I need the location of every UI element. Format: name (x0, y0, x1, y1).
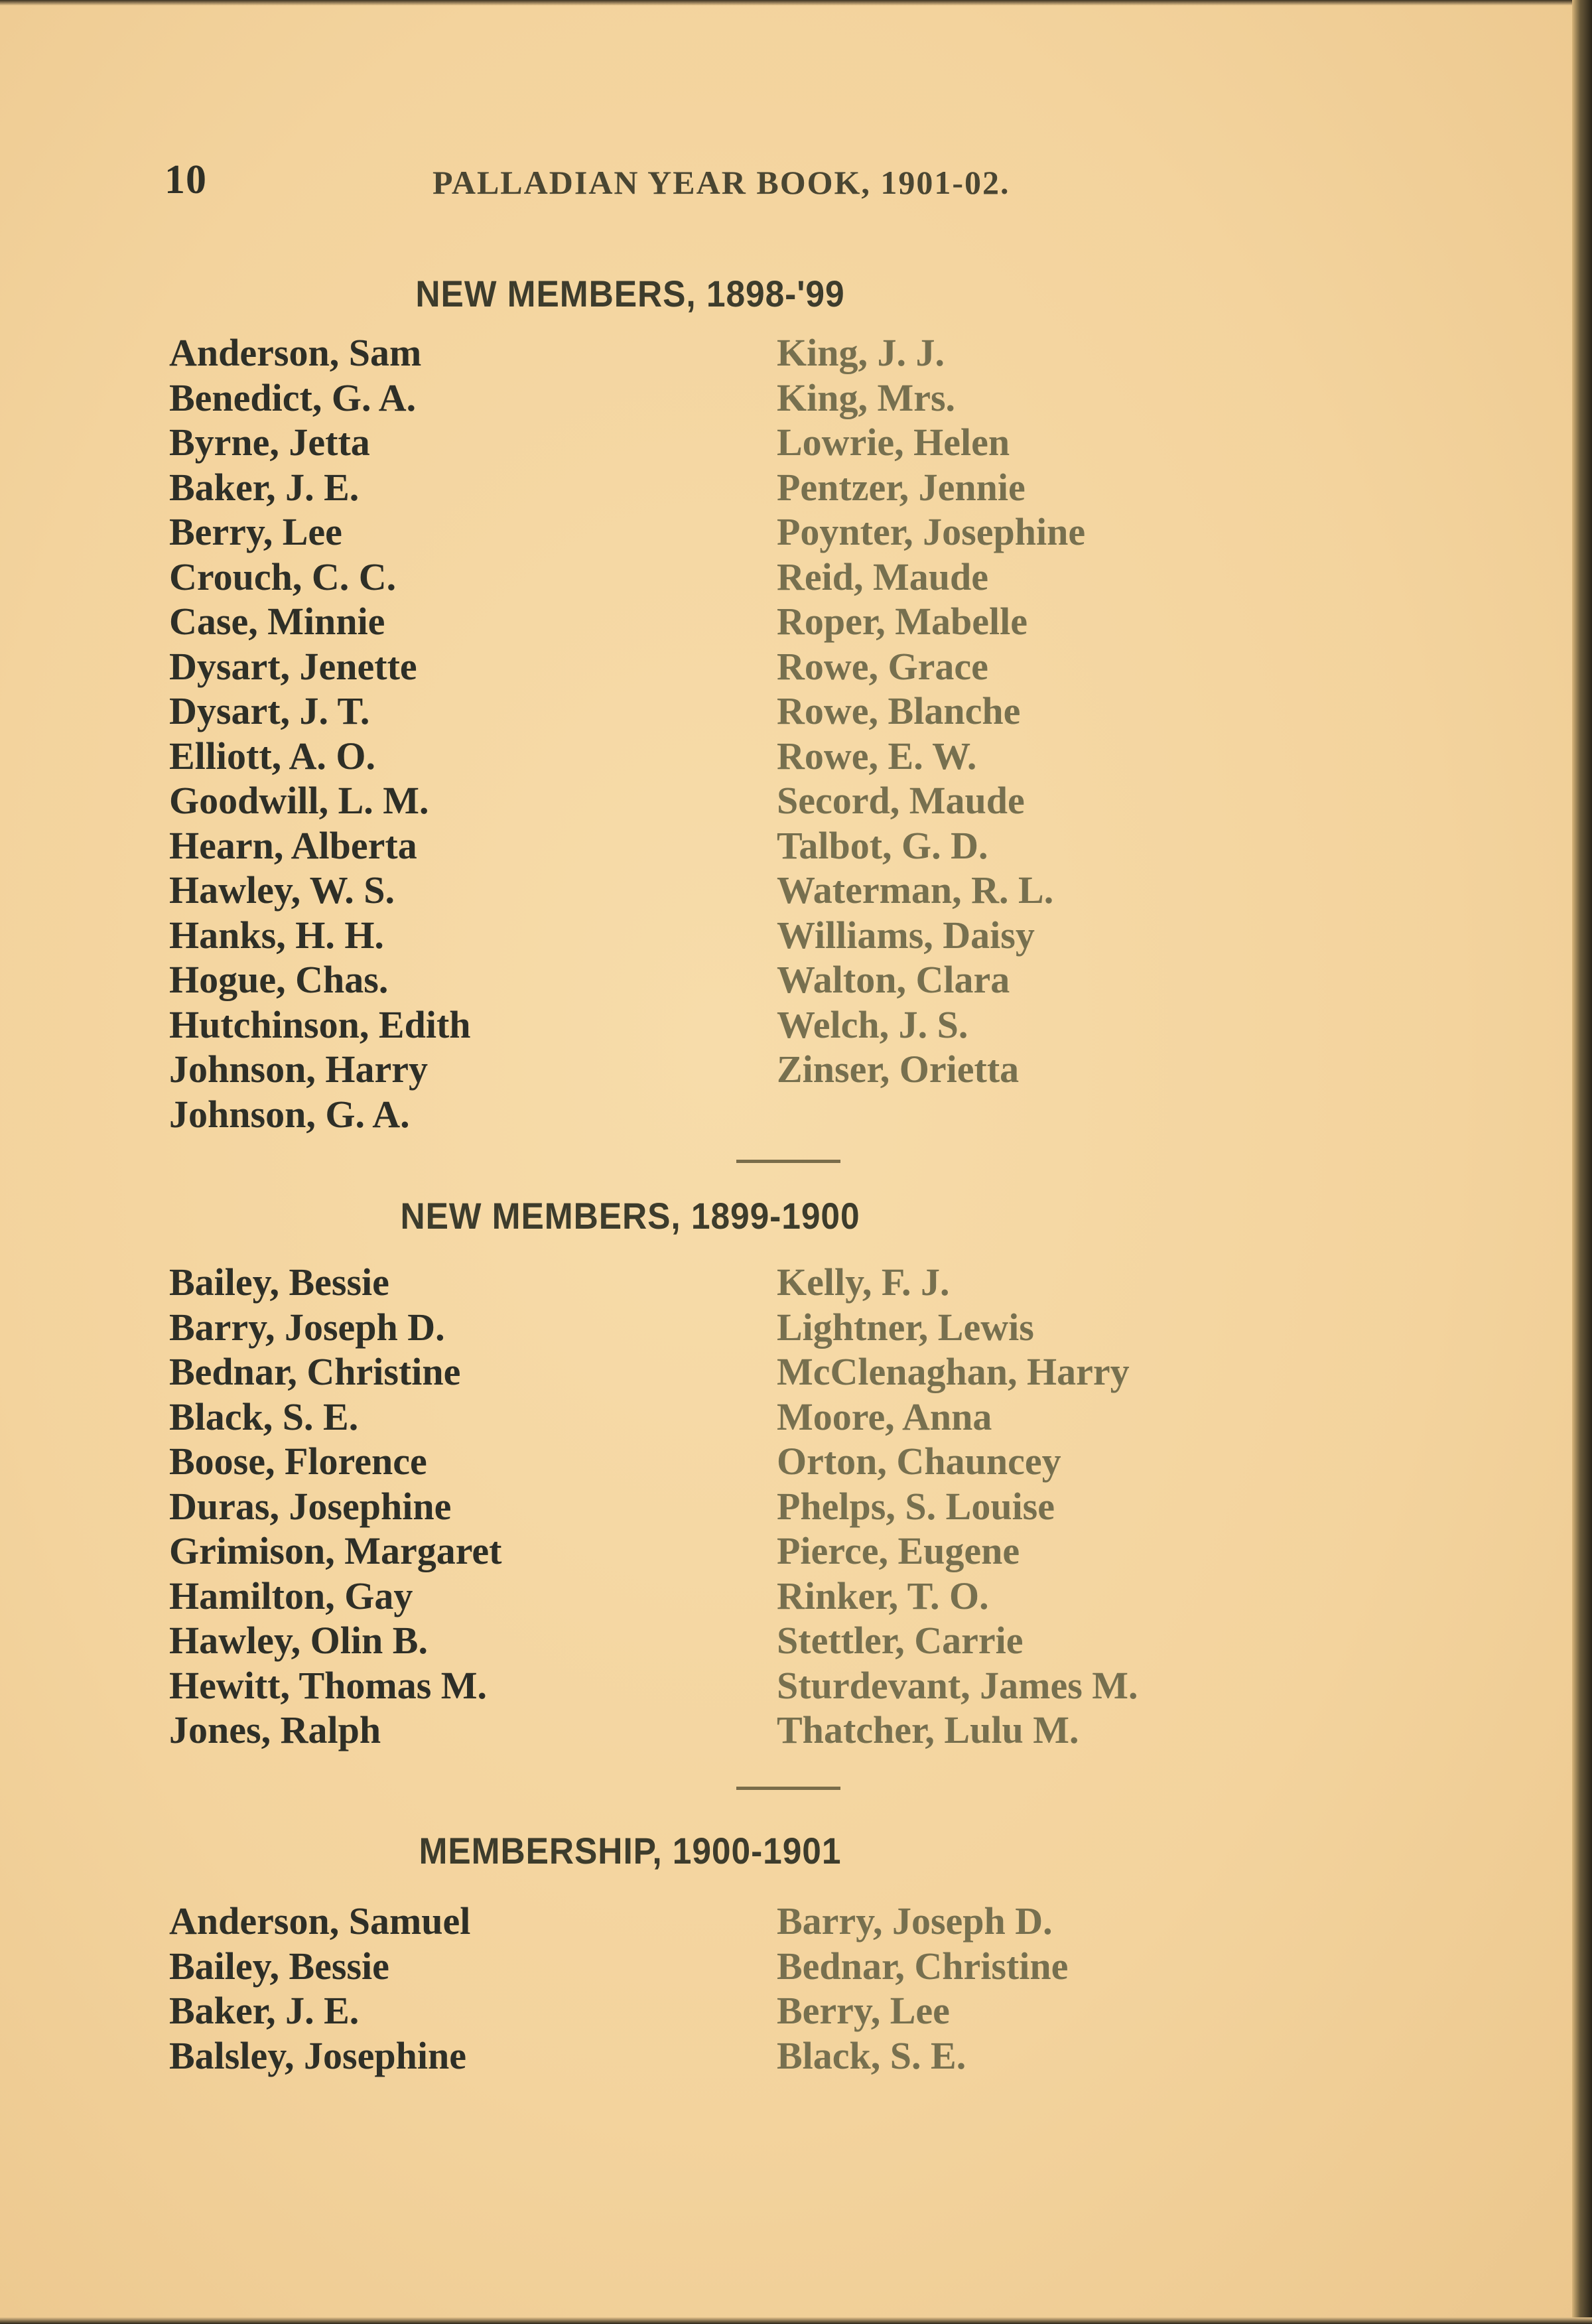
page-number: 10 (165, 157, 207, 202)
section-1898-99-left-column (169, 330, 471, 1136)
page-right-edge (1572, 0, 1592, 2324)
section-title-1899-1900: NEW MEMBERS, 1899-1900 (400, 1195, 860, 1237)
member-name: Anderson, Sam (169, 331, 422, 374)
member-name: Secord, Maude (777, 779, 1025, 822)
member-name: Hewitt, Thomas M. (169, 1663, 488, 1707)
member-name: Benedict, G. A. (169, 376, 417, 419)
member-name: Hanks, H. H. (169, 913, 384, 957)
member-name: Rinker, T. O. (777, 1574, 989, 1617)
member-name: Hawley, W. S. (169, 868, 395, 912)
member-name: Hawley, Olin B. (169, 1619, 428, 1662)
member-name: Thatcher, Lulu M. (777, 1708, 1079, 1751)
member-name: Barry, Joseph D. (169, 1305, 445, 1349)
member-name: Hamilton, Gay (169, 1574, 413, 1617)
page-top-edge (0, 0, 1592, 5)
member-name: Poynter, Josephine (777, 510, 1086, 553)
member-name: Black, S. E. (777, 2033, 966, 2077)
member-name: Lightner, Lewis (777, 1305, 1034, 1349)
member-name: Stettler, Carrie (777, 1619, 1024, 1662)
section-1898-99-right-column (777, 330, 1085, 1092)
member-name: Hearn, Alberta (169, 823, 417, 867)
member-name: Waterman, R. L. (777, 868, 1054, 912)
member-name: Lowrie, Helen (777, 421, 1010, 464)
member-name: Johnson, G. A. (169, 1092, 410, 1136)
member-name: Dysart, J. T. (169, 689, 370, 732)
member-name: Rowe, Grace (777, 644, 988, 688)
member-name: Sturdevant, James M. (777, 1663, 1138, 1707)
member-name: Reid, Maude (777, 555, 988, 598)
membership-right-column (777, 1899, 1068, 2078)
member-name: Case, Minnie (169, 600, 385, 643)
member-name: Williams, Daisy (777, 913, 1035, 957)
member-name: Byrne, Jetta (169, 421, 370, 464)
page-bottom-edge (0, 2317, 1592, 2324)
member-name: Boose, Florence (169, 1440, 427, 1483)
member-name: Barry, Joseph D. (777, 1899, 1053, 1943)
member-name: Rowe, Blanche (777, 689, 1021, 732)
member-name: Zinser, Orietta (777, 1048, 1020, 1091)
member-name: Pierce, Eugene (777, 1529, 1020, 1572)
member-name: Hutchinson, Edith (169, 1002, 471, 1046)
member-name: Berry, Lee (777, 1989, 950, 2032)
member-name: Talbot, G. D. (777, 823, 988, 867)
member-name: Orton, Chauncey (777, 1440, 1061, 1483)
member-name: Balsley, Josephine (169, 2033, 466, 2077)
member-name: Baker, J. E. (169, 465, 360, 509)
member-name: Bailey, Bessie (169, 1261, 389, 1304)
member-name: Bailey, Bessie (169, 1944, 389, 1988)
section-title-membership-1900-1901: MEMBERSHIP, 1900-1901 (419, 1830, 842, 1872)
member-name: King, J. J. (777, 331, 945, 374)
member-name: Duras, Josephine (169, 1484, 452, 1528)
member-name: Rowe, E. W. (777, 734, 977, 778)
member-name: Berry, Lee (169, 510, 342, 553)
member-name: Baker, J. E. (169, 1989, 360, 2032)
member-name: Pentzer, Jennie (777, 465, 1026, 509)
running-head: PALLADIAN YEAR BOOK, 1901-02. (432, 164, 1010, 201)
member-name: Hogue, Chas. (169, 958, 389, 1001)
member-name: King, Mrs. (777, 376, 956, 419)
section-1899-1900-right-column (777, 1260, 1138, 1753)
member-name: Anderson, Samuel (169, 1899, 471, 1943)
section-1899-1900-left-column (169, 1260, 501, 1753)
member-name: Johnson, Harry (169, 1048, 428, 1091)
member-name: Goodwill, L. M. (169, 779, 429, 822)
section-divider (736, 1787, 840, 1790)
member-name: Dysart, Jenette (169, 644, 417, 688)
member-name: Roper, Mabelle (777, 600, 1028, 643)
member-name: Crouch, C. C. (169, 555, 397, 598)
member-name: Black, S. E. (169, 1395, 359, 1438)
member-name: Welch, J. S. (777, 1002, 968, 1046)
member-name: Elliott, A. O. (169, 734, 375, 778)
section-divider (736, 1160, 840, 1163)
member-name: Kelly, F. J. (777, 1261, 950, 1304)
member-name: Bednar, Christine (777, 1944, 1069, 1988)
member-name: Grimison, Margaret (169, 1529, 502, 1572)
member-name: McClenaghan, Harry (777, 1350, 1130, 1393)
member-name: Walton, Clara (777, 958, 1010, 1001)
section-title-1898-99: NEW MEMBERS, 1898-'99 (415, 273, 845, 314)
membership-left-column (169, 1899, 470, 2078)
member-name: Phelps, S. Louise (777, 1484, 1055, 1528)
member-name: Jones, Ralph (169, 1708, 381, 1751)
member-name: Moore, Anna (777, 1395, 992, 1438)
member-name: Bednar, Christine (169, 1350, 461, 1393)
